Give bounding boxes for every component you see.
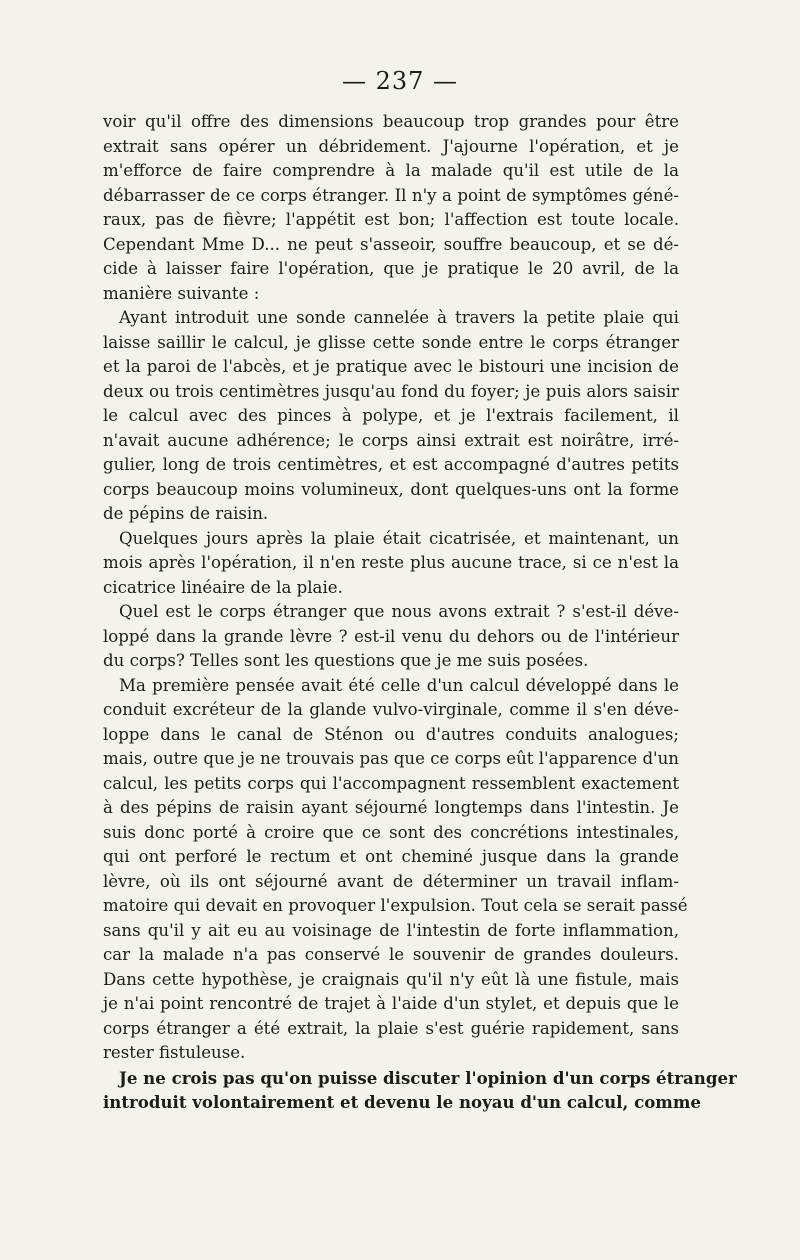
text-line: matoire qui devait en provoquer l'expulsion. Tout cela se serait passé <box>103 896 688 915</box>
text-line: voir qu'il offre des dimensions beaucoup trop grandes pour être <box>103 112 679 131</box>
text-line: extrait sans opérer un débridement. J'ajourne l'opération, et je <box>103 136 679 156</box>
text-line: qui ont perforé le rectum et ont cheminé jusque dans la grande <box>103 847 679 866</box>
paragraph <box>103 1066 737 1115</box>
text-line: de pépins de raisin. <box>103 504 269 523</box>
text-line: corps beaucoup moins volumineux, dont quelques-uns ont la forme <box>103 479 679 499</box>
text-line: gulier, long de trois centimètres, et est accompagné d'autres petits <box>103 455 679 474</box>
paragraph <box>103 600 679 674</box>
text-line: deux ou trois centimètres jusqu'au fond du foyer; je puis alors saisir <box>103 381 679 401</box>
text-line: mais, outre que je ne trouvais pas que ce corps eût l'apparence d'un <box>103 749 679 768</box>
text-line: loppe dans le canal de Sténon ou d'autres conduits analogues; <box>103 724 679 744</box>
text-line: Cependant Mme D... ne peut s'asseoir, souffre beaucoup, et se dé- <box>103 234 679 254</box>
text-line: laisse saillir le calcul, je glisse cette sonde entre le corps étranger <box>103 332 679 352</box>
text-line: corps étranger a été extrait, la plaie s'est guérie rapidement, sans <box>103 1018 679 1038</box>
paragraph <box>103 306 679 527</box>
text-line: rester fistuleuse. <box>103 1043 246 1062</box>
text-line: Je ne crois pas qu'on puisse discuter l'opinion d'un corps étranger <box>119 1067 737 1088</box>
text-line: Dans cette hypothèse, je craignais qu'il n'y eût là une fistule, mais <box>103 969 679 989</box>
text-line: Ma première pensée avait été celle d'un calcul développé dans le <box>119 675 679 695</box>
text-line: car la malade n'a pas conservé le souvenir de grandes douleurs. <box>103 945 679 964</box>
text-line: débarrasser de ce corps étranger. Il n'y a point de symptômes géné- <box>103 185 679 205</box>
paragraph <box>103 110 679 306</box>
text-line: introduit volontairement et devenu le noyau d'un calcul, comme <box>103 1092 701 1112</box>
page-number: — 237 — <box>341 67 459 95</box>
text-line: raux, pas de fièvre; l'appétit est bon; l'affection est toute locale. <box>103 210 679 229</box>
text-line: sans qu'il y ait eu au voisinage de l'intestin de forte inflammation, <box>103 920 679 940</box>
text-line: à des pépins de raisin ayant séjourné longtemps dans l'intestin. Je <box>103 798 679 817</box>
text-line: mois après l'opération, il n'en reste plus aucune trace, si ce n'est la <box>103 553 679 572</box>
text-line: lèvre, où ils ont séjourné avant de déterminer un travail inflam- <box>103 871 679 891</box>
paragraph <box>103 527 679 601</box>
text-line: m'efforce de faire comprendre à la malade qu'il est utile de la <box>103 161 679 180</box>
text-line: cide à laisser faire l'opération, que je pratique le 20 avril, de la <box>103 259 679 278</box>
text-line: manière suivante : <box>103 283 260 303</box>
text-line: du corps? Telles sont les questions que je me suis posées. <box>103 651 589 670</box>
text-line: et la paroi de l'abcès, et je pratique avec le bistouri une incision de <box>103 357 679 376</box>
text-line: loppé dans la grande lèvre ? est-il venu du dehors ou de l'intérieur <box>103 626 679 646</box>
text-line: Ayant introduit une sonde cannelée à travers la petite plaie qui <box>119 308 679 327</box>
text-line: calcul, les petits corps qui l'accompagnent ressemblent exactement <box>103 773 679 793</box>
paragraph <box>103 674 688 1066</box>
text-line: Quelques jours après la plaie était cicatrisée, et maintenant, un <box>119 528 679 548</box>
text-line: cicatrice linéaire de la plaie. <box>103 577 343 597</box>
text-line: suis donc porté à croire que ce sont des concrétions intestinales, <box>103 822 679 842</box>
body-text <box>103 110 737 1115</box>
text-line: conduit excréteur de la glande vulvo-virginale, comme il s'en déve- <box>103 700 679 719</box>
text-line: n'avait aucune adhérence; le corps ainsi extrait est noirâtre, irré- <box>103 430 679 450</box>
text-line: le calcul avec des pinces à polype, et je l'extrais facilement, il <box>103 406 679 425</box>
text-line: Quel est le corps étranger que nous avons extrait ? s'est-il déve- <box>119 602 679 621</box>
text-line: je n'ai point rencontré de trajet à l'aide d'un stylet, et depuis que le <box>103 994 679 1013</box>
